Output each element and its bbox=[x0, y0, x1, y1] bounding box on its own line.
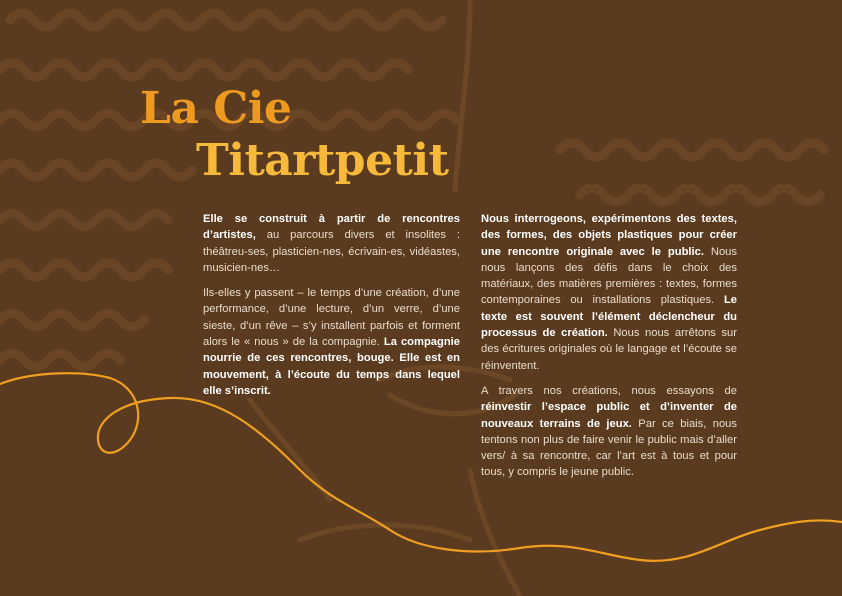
right-p2-bold-1: réinvestir l’espace public et d’inventer de nouveaux terrains de jeux. bbox=[481, 401, 737, 430]
right-p1-text-2: Nous nous arrêtons sur des écritures originales où le langage et l’écoute se réinventent. bbox=[481, 327, 737, 372]
right-p1-text-1: Nous nous lançons des défis dans le choix des matériaux, des matières premières : textes, formes contemporaines ou installations plastiques. bbox=[481, 245, 738, 307]
right-text-column bbox=[481, 211, 737, 490]
title-line-2: Titartpetit bbox=[196, 135, 449, 186]
left-paragraph-1 bbox=[203, 211, 460, 276]
right-p1-bold-1: Nous interrogeons, expérimentons des textes, des formes, des objets plastiques pour créer une rencontre originale avec le public. bbox=[481, 213, 737, 258]
right-paragraph-1 bbox=[481, 211, 737, 374]
right-paragraph-2 bbox=[481, 383, 737, 481]
right-p2-text-2: Par ce biais, nous tentons non plus de faire venir le public mais d’aller vers/ à sa rencontre, car l’art est à tous et pour tous, y compris le jeune public. bbox=[481, 417, 737, 479]
right-p1-bold-2: Le texte est souvent l’élément déclencheur du processus de création. bbox=[481, 294, 737, 340]
left-p1-text-1: au parcours divers et insolites : théâtreu-ses, plasticien-nes, écrivain-es, vidéastes, musicien-nes… bbox=[203, 229, 460, 274]
left-p1-bold-1: Elle se construit à partir de rencontres d’artistes, bbox=[203, 213, 460, 242]
right-p2-text-1: A travers nos créations, nous essayons de bbox=[481, 384, 737, 397]
left-text-column bbox=[203, 211, 460, 408]
left-paragraph-2 bbox=[203, 285, 460, 399]
left-p2-text-1: Ils-elles y passent – le temps d’une création, d’une performance, d’une lecture, d’un verre, d’une sieste, d’un rêve – s’y installent parfois et forment alors le « nous » de la compagnie. bbox=[203, 287, 460, 349]
left-p2-bold-1: La compagnie nourrie de ces rencontres, bouge. Elle est en mouvement, à l’écoute du temps dans lequel elle s’inscrit. bbox=[203, 336, 460, 397]
title-line-1: La Cie bbox=[140, 83, 292, 134]
